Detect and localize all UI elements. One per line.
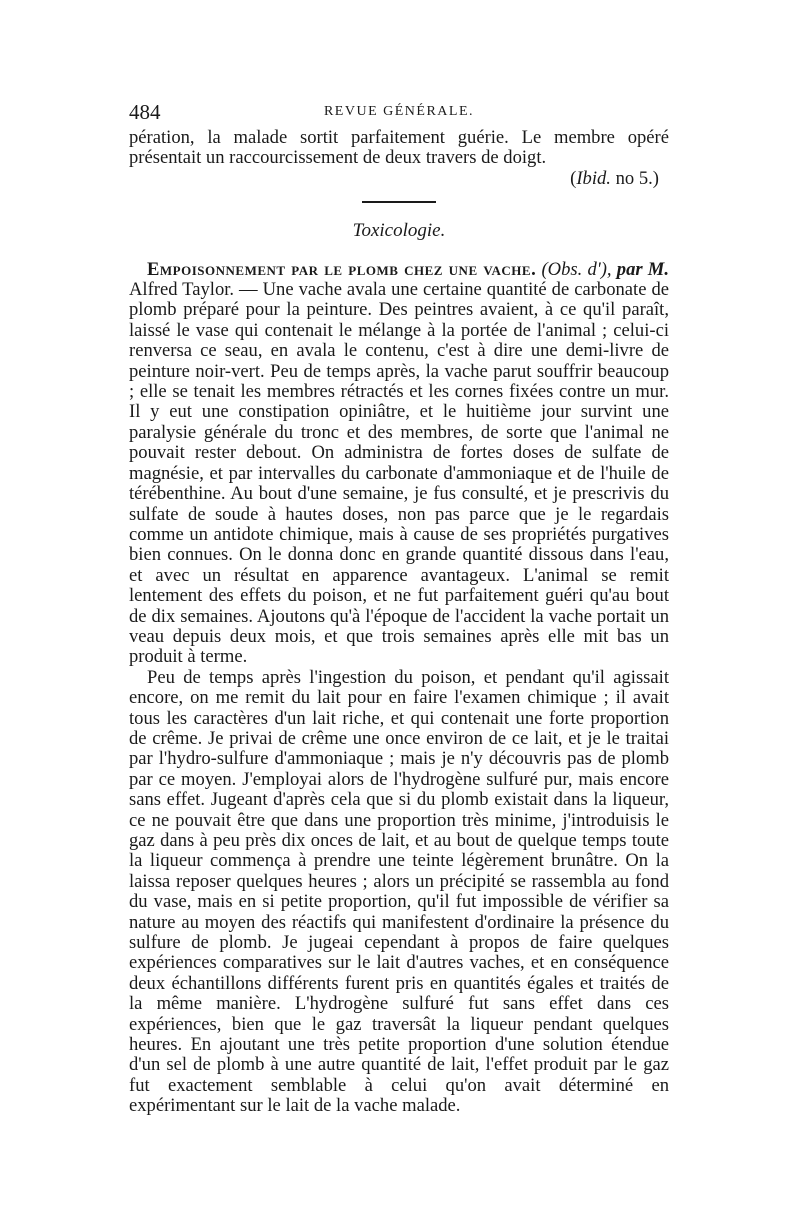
intro-paragraph: pération, la malade sortit parfaitement guérie. Le membre opéré présentait un raccourcissement de deux travers de doigt. — [129, 127, 669, 169]
section-divider — [362, 201, 436, 203]
page-number: 484 — [129, 100, 161, 124]
citation-open: ( — [570, 167, 577, 189]
article-paragraph-2: Peu de temps après l'ingestion du poison, et pendant qu'il agissait encore, on me remit du lait pour en faire l'examen chimique ; il avait tous les caractères d'un lait riche, et qui contenait une forte proportion de crême. Je privai de crême une once environ de ce lait, et je le traitai par l'hydro-sulfure d'ammoniaque ; mais je n'y découvris pas de plomb par ce moyen. J'employai alors de l'hydrogène sulfuré pur, mais encore sans effet. Jugeant d'après cela que si du plomb existait dans la liqueur, ce ne pouvait être que dans une proportion très minime, j'introduisis le gaz dans à peu près dix onces de lait, et au bout de quelque temps toute la liqueur commença à prendre une teinte légèrement brunâtre. On la laissa reposer quelques heures ; alors un précipité se rassembla au fond du vase, mais en si petite proportion, qu'il fut impossible de vérifier sa nature au moyen des réactifs qui manifestent d'ordinaire la présence du sulfure de plomb. Je jugeai cependant à propos de faire quelques expériences comparatives sur le lait d'autres vaches, et en conséquence deux échantillons différents furent pris en quantités égales et traités de la même manière. L'hydrogène sulfuré fut sans effet dans ces expériences, bien que le gaz traversât la liqueur pendant quelques heures. En ajoutant une très petite proportion d'une solution étendue d'un sel de plomb à une autre quantité de lait, l'effet produit par le gaz fut exactement semblable à celui qu'on avait déterminé en expérimentant sur le lait de la vache malade. — [129, 666, 669, 1117]
citation-rest: no 5.) — [610, 167, 659, 189]
article-heading: Empoisonnement par le plomb chez une vache. — [147, 258, 537, 280]
article-paragraph-1 — [129, 260, 669, 668]
article-author-prefix: par M. — [616, 258, 669, 280]
article-obs: (Obs. d'), — [536, 258, 612, 280]
running-title: REVUE GÉNÉRALE. — [323, 104, 475, 119]
citation — [129, 169, 669, 189]
page-body — [129, 128, 669, 1117]
section-title: Toxicologie. — [352, 220, 446, 242]
citation-ibid: Ibid. — [576, 167, 611, 189]
page-header — [129, 100, 669, 126]
article-paragraph-1-text: Alfred Taylor. — Une vache avala une certaine quantité de carbonate de plomb préparé pour la peinture. Des peintres avaient, à ce qu'il paraît, laissé le vase qui contenait le mélange à la portée de l'animal ; celui-ci renversa ce seau, en avala le contenu, c'est à dire une demi-livre de peinture noir-vert. Peu de temps après, la vache parut souffrir beaucoup ; elle se tenait les membres rétractés et les cornes fixées contre un mur. Il y eut une constipation opiniâtre, et le huitième jour survint une paralysie générale du tronc et des membres, de sorte que l'animal ne pouvait rester debout. On administra de fortes doses de sulfate de magnésie, et par intervalles du carbonate d'ammoniaque et de l'huile de térébenthine. Au bout d'une semaine, je fus consulté, et je prescrivis du sulfate de soude à hautes doses, non pas parce que je le regardais comme un antidote chimique, mais à cause de ses propriétés purgatives bien connues. On le donna donc en grande quantité dissous dans l'eau, et avec un résultat en apparence avantageux. L'animal se remit lentement des effets du poison, et ne fut parfaitement guéri qu'au bout de dix semaines. Ajoutons qu'à l'époque de l'accident la vache portait un veau depuis deux mois, et que trois semaines après elle mit bas un produit à terme. — [129, 279, 669, 668]
